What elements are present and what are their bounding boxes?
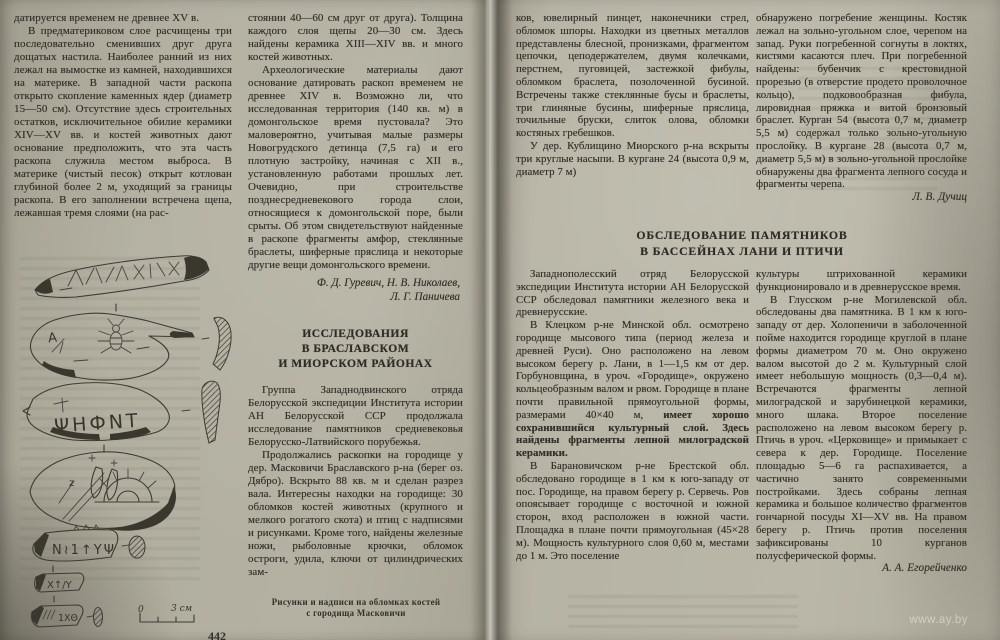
paragraph: В Глусском р-не Могилевской обл. обследованы два памятника. В 1 км к юго-западу от дер. Холопеничи в заболоченной пойме находится городище круглой в плане формы диаметром 70 м. Оно окружено валом высотой до 2 м. Культурный слой имеет небольшую мощность (0,3—0,4 м). Встречаются фрагменты лепной милоградской и зарубинецкой керамики, много шлака. Второе поселение расположено на левом высоком берегу р. Птичь в уроч. «Церковище» и примыкает с севера к дер. Городище. Поселение площадью 5—6 га распахивается, а частично занято современными постройками. Здесь собраны лепная керамика и большое количество фрагментов гончарной посуды XI—XV вв. На правом берегу р. Птичь против поселения зафиксированы 10 курганов полусферической формы. bbox=[756, 293, 967, 562]
paragraph: датируется временем не древнее XV в. bbox=[14, 12, 200, 24]
caption-line: Рисунки и надписи на обломках костей bbox=[271, 597, 441, 607]
paragraph: стоянии 40—60 см друг от друга). Толщина каждого слоя щепы 20—30 см. Здесь найдены керамика XIII—XIV вв. и много костей животных. bbox=[248, 12, 463, 63]
bone-cross-section-oval bbox=[94, 608, 103, 627]
right-page bbox=[488, 0, 1000, 640]
author-signature: А. А. Егорейченко bbox=[882, 562, 967, 575]
article-authors bbox=[248, 276, 460, 304]
column-4-lower bbox=[756, 268, 967, 575]
paragraph: Западнополесский отряд Белорусской экспедиции Института истории АН Белорусской ССР обследовал памятники железного века и древнерусские. bbox=[516, 268, 749, 319]
column-2-upper bbox=[248, 12, 463, 272]
watermark: www.ay.by bbox=[909, 614, 968, 626]
paragraph bbox=[516, 319, 749, 460]
heading-line: И МИОРСКОМ РАЙОНАХ bbox=[278, 357, 433, 370]
page-number-left: 442 bbox=[208, 629, 226, 640]
paragraph: Группа Западнодвинского отряда Белорусской экспедиции Института истории АН Белорусской ССР продолжала исследование памятников средневековья Белорусско-Латвийского порубежья. bbox=[248, 384, 463, 448]
column-3-upper bbox=[516, 12, 749, 178]
bone-fragment-inscribed bbox=[23, 383, 169, 441]
column-2-lower bbox=[248, 384, 463, 579]
bleed-through-texture bbox=[568, 588, 798, 632]
bone-fragment-sun-motif bbox=[30, 452, 176, 531]
heading-line: В БАССЕЙНАХ ЛАНИ И ПТИЧИ bbox=[640, 243, 844, 258]
figure-caption bbox=[236, 597, 476, 619]
heading-line: ИССЛЕДОВАНИЯ bbox=[302, 327, 409, 340]
left-page bbox=[0, 0, 488, 640]
paragraph: В предматериковом слое расчищены три последовательно сменивших друг друга дощатых настила. Наиболее ранний из них лежал на вымостке из камней, находившихся на материке. В западной части раскопа открыто скопление каменных ядер (диаметр 15—50 см). Отсутствие здесь строительных остатков, исключительное обилие керамики XIV—XV вв. и костей животных дают основание предположить, что эта часть раскопа служила местом выброса. В материке (чистый песок) открыт котлован глубиной более 2 м, уходящий за границы раскопа. В его заполнении встречена щепа, лежавшая тремя слоями (на рас- bbox=[14, 25, 232, 219]
column-3-lower bbox=[516, 268, 749, 562]
bone-runes-tiny: 1XΘ bbox=[58, 613, 79, 624]
bone-sliver-finger bbox=[202, 381, 221, 443]
heading-line: В БРАСЛАВСКОМ bbox=[301, 342, 410, 355]
figure-dash bbox=[182, 410, 190, 411]
figure-scale-bar bbox=[138, 604, 194, 622]
bone-fragment-long bbox=[35, 256, 209, 298]
scale-length-label: 3 см bbox=[171, 604, 193, 614]
bone-sliver-crescent bbox=[213, 317, 231, 370]
paragraph: Продолжались раскопки на городище у дер. Масковичи Браславского р-на (берег оз. Дябро). Вскрыто 88 кв. м и сделан разрез вала. Интересны находки на городище: 30 обломков костей животных (крупного и мелкого рогатого скота) и птиц с надписями и рисунками. Кроме того, найдены железные ножи, рыболовные крючки, обломок остроги, удила, ключи от цилиндрических зам- bbox=[248, 449, 463, 578]
article-heading-braslav bbox=[248, 326, 463, 371]
bone-strip-small bbox=[35, 573, 84, 592]
paragraph-text-emphasis: имеет хорошо сохранившийся культурный слой. Здесь найдены фрагменты лепной милоградской керамики. bbox=[516, 408, 750, 460]
bone-runes-strip: N≀1↑YΨ bbox=[52, 543, 116, 558]
paragraph-text: В Клецком р-не Минской обл. осмотрено городище мысового типа (период железа и древней Руси). Оно расположено на левом высоком берегу р. Лани, в 1—1,5 км от дер. Горбуновщина, в уроч. «Городище», окружено кольцеобразным валом и рвом. Городище в плане почти правильной прямоугольной формы, размерами 40×40 м, bbox=[516, 319, 749, 421]
author-signature: Л. В. Дучиц bbox=[912, 191, 967, 204]
bone-strip-tiny bbox=[31, 605, 102, 627]
bone-mark-z: z bbox=[69, 478, 75, 489]
scale-zero-label: 0 bbox=[138, 605, 144, 615]
paragraph: ков, ювелирный пинцет, наконечники стрел, обломок шпоры. Находки из цветных металлов представлены блесной, пронизками, фрагментом цепочки, цеподержателем, двумя колечками, перстнем, пуговицей, застежкой фибулы, обломком браслета, позолоченной бусиной. Встречены также стеклянные бусы и браслеты, три глиняные бусины, шиферные пряслица, точильные бруски, слиток олова, обломки костяных гребешков. bbox=[516, 12, 749, 140]
bone-runes-small: X↑/Y bbox=[47, 580, 72, 591]
bone-inscription-main: ΨНФNТ bbox=[53, 409, 142, 438]
paragraph: У дер. Кублищино Миорского р-на вскрыты три круглые насыпи. В кургане 24 (высота 0,9 м, диаметр 7 м) bbox=[516, 139, 749, 178]
bone-cross-section-oval bbox=[129, 536, 145, 558]
column-4-upper bbox=[756, 12, 967, 204]
bone-fragment-insect bbox=[30, 313, 209, 380]
author-line: Ф. Д. Гуревич, Н. В. Николаев, bbox=[316, 277, 460, 289]
bone-mark-letter: А bbox=[47, 330, 58, 347]
author-line: Л. Г. Паничева bbox=[390, 291, 460, 303]
column-1 bbox=[14, 12, 232, 220]
caption-line: с городища Масковичи bbox=[306, 608, 406, 618]
heading-line: ОБСЛЕДОВАНИЕ ПАМЯТНИКОВ bbox=[636, 228, 848, 242]
paragraph: обнаружено погребение женщины. Костяк лежал на зольно-угольном слое, черепом на запад. Руки погребенной согнуты в локтях, кистями касаются плеч. При погребенной найдены: бубенчик с крестовидной прорезью (в отверстие продето проволочное кольцо), подковообразная фибула, лировидная пряжка и витой бронзовый браслет. Курган 54 (высота 0,7 м, диаметр 5,5 м) содержал только зольно-угольную прослойку. В кургане 28 (высота 0,7 м, диаметр 5,5 м) в зольно-угольной прослойке обнаружены два фрагмента лепного сосуда и фрагменты черепа. bbox=[756, 12, 967, 191]
paragraph: культуры штрихованной керамики функционировало и в древнерусское время. bbox=[756, 268, 967, 293]
article-heading-lan-ptich bbox=[516, 228, 968, 259]
paragraph: В Барановичском р-не Брестской обл. обследовано городище в 1 км к юго-западу от пос. Городище, на правом берегу р. Сервечь. Ров опоясывает городище с восточной и южной сторон, вход расположен в южной части. Площадка в плане почти прямоугольная (45×28 м). Мощность культурного слоя 0,60 м, местами до 1 м. Это поселение bbox=[516, 459, 749, 562]
figure-bone-drawings bbox=[16, 240, 248, 632]
paragraph: Археологические материалы дают основание датировать раскоп временем не древнее XIV в. Возможно ли, что исследованная территория (140 кв. м) в домонгольское время пустовала? Это маловероятно, учитывая малые размеры Новогрудского детинца (7,5 га) и его плотную застройку, начиная с XII в., установленную работами прошлых лет. Очевидно, при строительстве позднесредневекового города слои, относящиеся к домонгольской поре, были срыты. Об этом свидетельствуют найденные в раскопе фрагменты амфор, стеклянные браслеты, шиферные пряслица и некоторые другие вещи домонгольского времени. bbox=[248, 64, 463, 271]
